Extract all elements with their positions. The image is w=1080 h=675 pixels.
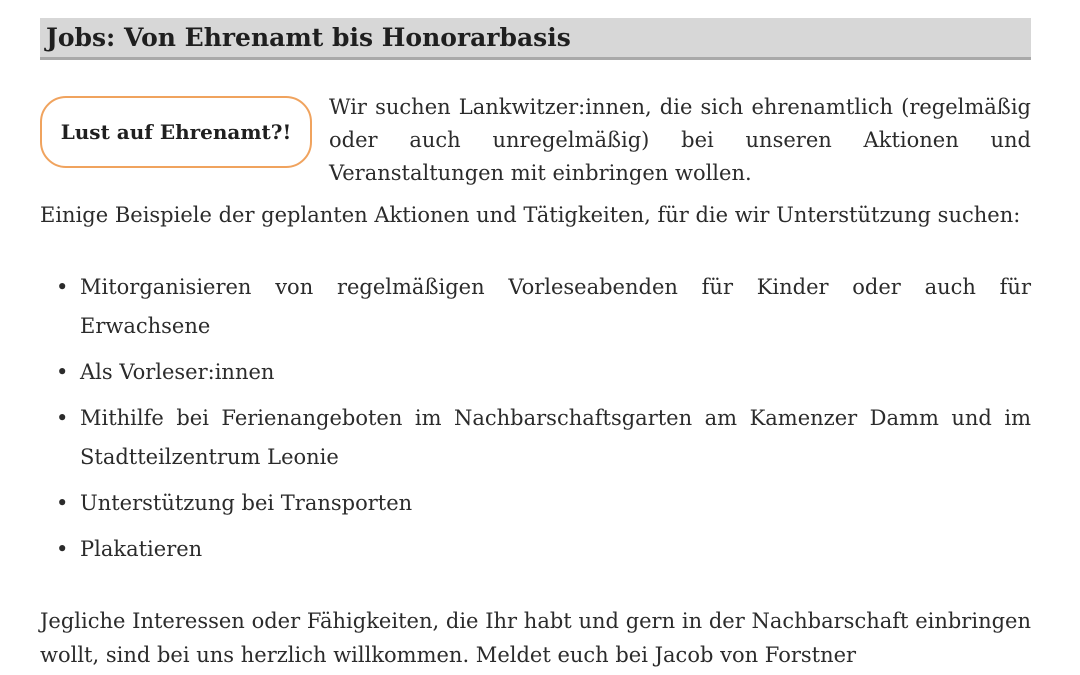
bullet-icon: • <box>56 537 69 561</box>
list-item <box>40 530 1031 569</box>
list-item-text: Unterstützung bei Transporten <box>80 491 413 515</box>
bullet-icon: • <box>56 491 69 515</box>
list-item-text: Als Vorleser:innen <box>80 360 275 384</box>
section-heading: Jobs: Von Ehrenamt bis Honorarbasis <box>46 23 571 52</box>
intro-paragraph: Wir suchen Lankwitzer:innen, die sich ehrenamtlich (regelmäßig oder auch unregelmäßig) bei unseren Aktionen und Veranstaltungen mit einbringen wollen. <box>329 95 1031 185</box>
bullet-icon: • <box>56 275 69 299</box>
bullet-icon: • <box>56 360 69 384</box>
list-item <box>40 268 1031 346</box>
section-heading-bar <box>40 18 1031 60</box>
list-item <box>40 353 1031 392</box>
list-item <box>40 484 1031 523</box>
examples-paragraph: Einige Beispiele der geplanten Aktionen und Tätigkeiten, für die wir Unterstützung suchen: <box>40 203 1021 227</box>
outro-paragraph: Jegliche Interessen oder Fähigkeiten, die Ihr habt und gern in der Nachbarschaft einbringen wollt, sind bei uns herzlich willkommen. Meldet euch bei Jacob von Forstner <box>40 609 1031 667</box>
bullet-icon: • <box>56 406 69 430</box>
ehrenamt-callout <box>40 96 312 168</box>
activity-list <box>40 268 1031 576</box>
list-item-text: Plakatieren <box>80 537 203 561</box>
list-item <box>40 399 1031 477</box>
ehrenamt-callout-label: Lust auf Ehrenamt?! <box>60 120 292 144</box>
list-item-text: Mithilfe bei Ferienangeboten im Nachbarschaftsgarten am Kamenzer Damm und im Stadtteilzentrum Leonie <box>80 406 1031 469</box>
list-item-text: Mitorganisieren von regelmäßigen Vorleseabenden für Kinder oder auch für Erwachsene <box>80 275 1031 338</box>
